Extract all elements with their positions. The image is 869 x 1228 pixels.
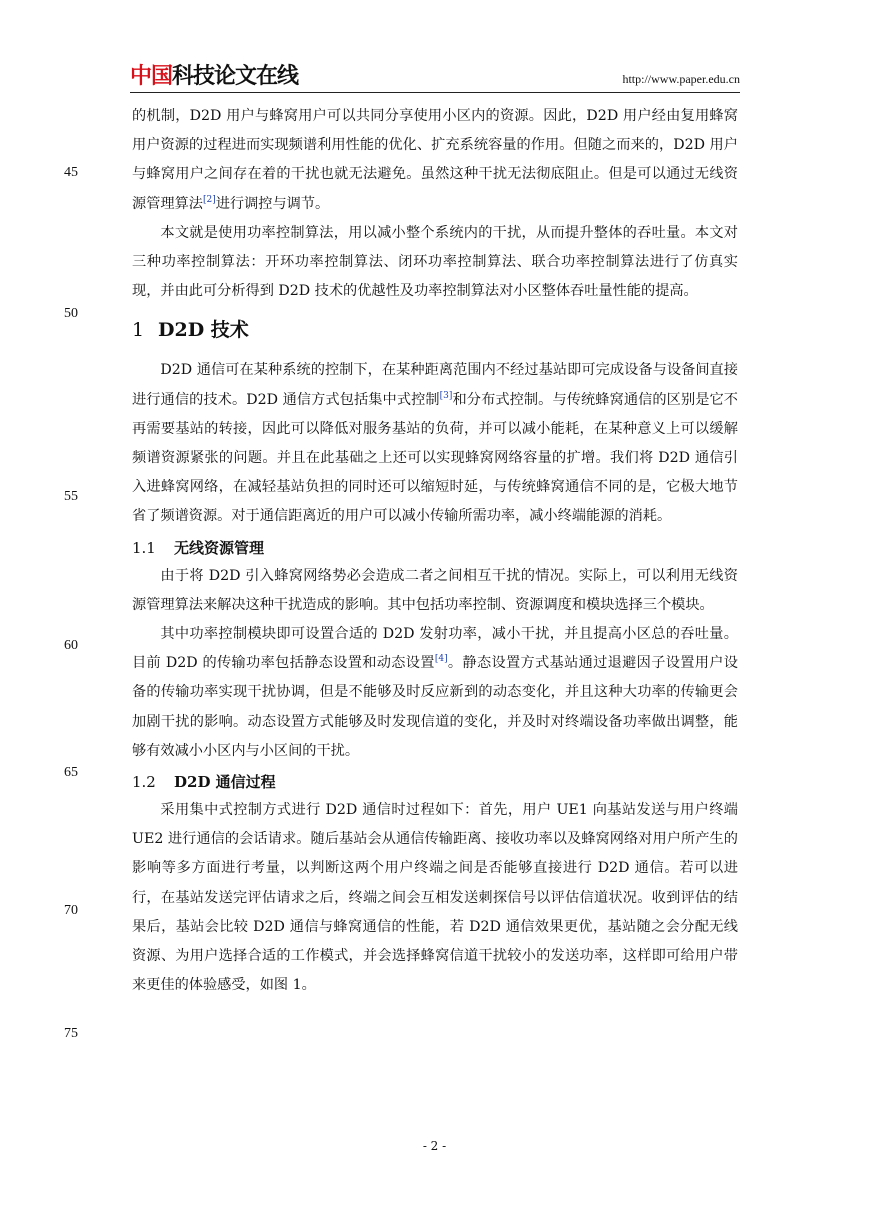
subsection-title: D2D 通信过程 (174, 773, 276, 792)
page-number: - 2 - (422, 1139, 447, 1153)
section-title: D2D 技术 (158, 319, 249, 342)
line-number: 55 (64, 489, 78, 504)
section-paragraph (132, 356, 738, 531)
line-number: 75 (64, 1026, 78, 1041)
subsection-paragraph: 由于将 D2D 引入蜂窝网络势必会造成二者之间相互干扰的情况。实际上，可以利用无线资源管理算法来解决这种干扰造成的影响。其中包括功率控制、资源调度和模块选择三个模块。 (132, 567, 738, 613)
section-heading (132, 314, 738, 346)
page-body (132, 102, 738, 1000)
citation-ref[interactable]: [2] (202, 194, 216, 205)
subsection-title: 无线资源管理 (174, 538, 265, 557)
line-number: 45 (64, 165, 78, 180)
line-number: 70 (64, 903, 78, 918)
page-header (130, 64, 740, 92)
subsection-number: 1.1 (132, 538, 156, 557)
line-number: 65 (64, 765, 78, 780)
logo-black-text: 科技论文在线 (172, 64, 299, 89)
citation-ref[interactable]: [3] (439, 390, 453, 401)
header-url[interactable]: http://www.paper.edu.cn (622, 72, 740, 86)
intro-paragraph-2: 本文就是使用功率控制算法，用以减小整个系统内的干扰，从而提升整体的吞吐量。本文对三种功率控制算法：开环功率控制算法、闭环功率控制算法、联合功率控制算法进行了仿真实现，并由此可分析得到 D2D 技术的优越性及功率控制算法对小区整体吞吐量性能的提高。 (132, 224, 738, 300)
section-number: 1 (132, 319, 145, 342)
subsection-paragraph (132, 620, 738, 766)
text: 和分布式控制。与传统蜂窝通信的区别是它不再需要基站的转接，因此可以降低对服务基站的负荷，并可以减小能耗，在某种意义上可以缓解频谱资源紧张的问题。并且在此基础之上还可以实现蜂窝网络容量的扩增。我们将 D2D 通信引入进蜂窝网络，在减轻基站负担的同时还可以缩短时延，与传统蜂窝通信不同的是，它极大地节省了频谱资源。对于通信距离近的用户可以减小传输所需功率，减小终端能源的消耗。 (132, 391, 738, 525)
text: 的机制，D2D 用户与蜂窝用户可以共同分享使用小区内的资源。因此，D2D 用户经由复用蜂窝用户资源的过程进而实现频谱利用性能的优化、扩充系统容量的作用。但随之而来的，D2D 用户与蜂窝用户之间存在着的干扰也就无法避免。虽然这种干扰无法彻底阻止。但是可以通过无线资源管理算法 (132, 108, 738, 212)
logo-red-text: 中国 (130, 64, 173, 89)
text: 进行调控与调节。 (215, 195, 330, 212)
subsection-paragraph: 采用集中式控制方式进行 D2D 通信时过程如下：首先，用户 UE1 向基站发送与用户终端 UE2 进行通信的会话请求。随后基站会从通信传输距离、接收功率以及蜂窝网络对用户所产生的影响等多方面进行考量，以判断这两个用户终端之间是否能够直接进行 D2D 通信。若可以进行，在基站发送完评估请求之后，终端之间会互相发送刺探信号以评估信道状况。收到评估的结果后，基站会比较 D2D 通信与蜂窝通信的性能，若 D2D 通信效果更优，基站随之会分配无线资源、为用户选择合适的工作模式，并会选择蜂窝信道干扰较小的发送功率，这样即可给用户带来更佳的体验感受，如图 1。 (132, 802, 738, 994)
line-number: 60 (64, 638, 78, 653)
subsection-number: 1.2 (132, 773, 156, 792)
header-rule (130, 92, 740, 93)
text: 其中功率控制模块即可设置合适的 D2D 发射功率，减小干扰，并且提高小区总的吞吐量。目前 D2D 的传输功率包括静态设置和动态设置 (132, 626, 738, 672)
journal-logo (130, 64, 298, 90)
subsection-heading (132, 768, 738, 796)
line-number: 50 (64, 306, 78, 321)
citation-ref[interactable]: [4] (434, 654, 448, 665)
intro-paragraph-1 (132, 102, 738, 219)
text: 。静态设置方式基站通过退避因子设置用户设备的传输功率实现干扰协调，但是不能够及时反应新到的动态变化，并且这种大功率的传输更会加剧干扰的影响。动态设置方式能够及时发现信道的变化，并及时对终端设备功率做出调整，能够有效减小小区内与小区间的干扰。 (132, 655, 738, 759)
subsection-heading (132, 534, 738, 562)
text: D2D 通信可在某种系统的控制下，在某种距离范围内不经过基站即可完成设备与设备间直接进行通信的技术。D2D 通信方式包括集中式控制 (132, 362, 738, 408)
